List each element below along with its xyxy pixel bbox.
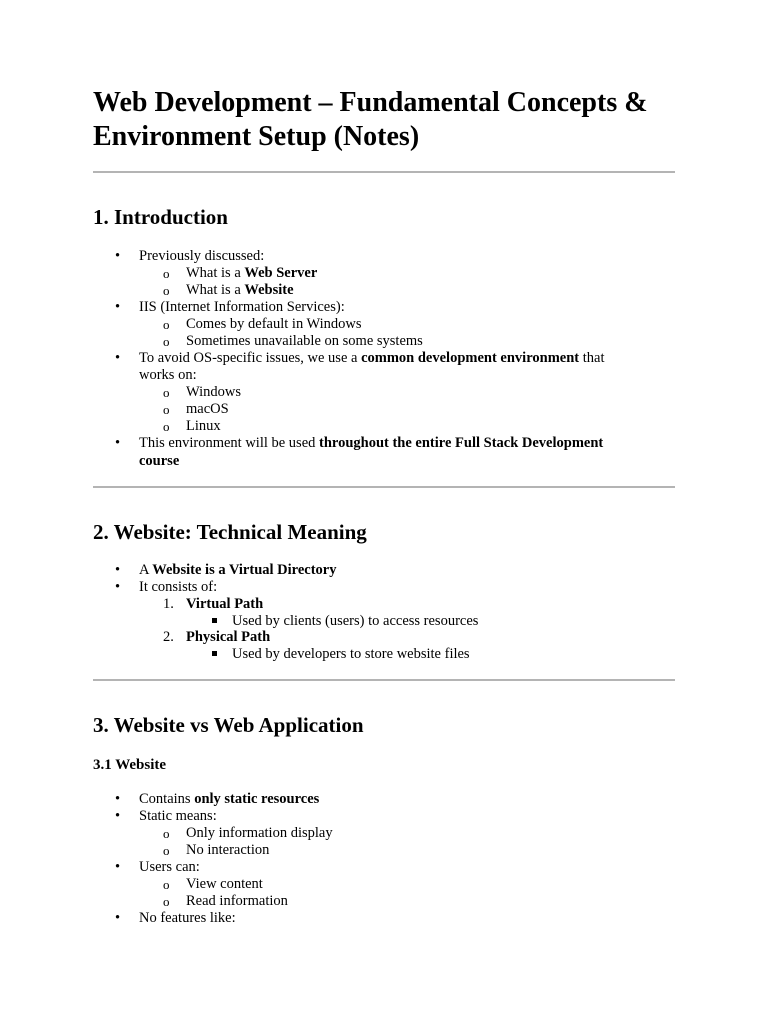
list-item: No features like:: [139, 910, 236, 926]
list-item: A Website is a Virtual Directory: [139, 562, 337, 578]
bullet-circle: o: [163, 419, 170, 434]
sub-list-item: Read information: [186, 893, 288, 909]
document-title: Web Development – Fundamental Concepts & Environment Setup (Notes): [93, 87, 648, 152]
section-heading-website-vs-app: 3. Website vs Web Application: [93, 713, 364, 737]
list-item: To avoid OS-specific issues, we use a common development environment that: [139, 350, 605, 366]
bullet-circle: o: [163, 402, 170, 417]
list-item: This environment will be used throughout the entire Full Stack Development: [139, 435, 604, 451]
bullet-circle: o: [163, 843, 170, 858]
divider: [93, 679, 675, 681]
bullet-disc: [115, 791, 120, 808]
list-item-continuation: works on:: [139, 367, 197, 383]
bullet-circle: o: [163, 266, 170, 281]
sub-list-item: Comes by default in Windows: [186, 316, 362, 332]
list-item: Contains only static resources: [139, 791, 320, 807]
bullet-disc: [115, 562, 120, 579]
bullet-circle: o: [163, 826, 170, 841]
sub-list-item: Used by clients (users) to access resources: [232, 613, 479, 629]
list-item: Previously discussed:: [139, 248, 265, 264]
sub-list-item: Windows: [186, 384, 241, 400]
bullet-disc: [115, 299, 120, 316]
list-item: Users can:: [139, 859, 200, 875]
list-item-continuation: course: [139, 453, 180, 469]
bullet-disc: [115, 910, 120, 927]
bullet-circle: o: [163, 877, 170, 892]
divider: [93, 486, 675, 488]
sub-list-item: No interaction: [186, 842, 270, 858]
list-item: IIS (Internet Information Services):: [139, 299, 345, 315]
bullet-circle: o: [163, 894, 170, 909]
sub-list-item: View content: [186, 876, 263, 892]
bullet-disc: [115, 859, 120, 876]
bullet-disc: [115, 350, 120, 367]
sub-list-item: What is a Web Server: [186, 265, 318, 281]
list-item: Static means:: [139, 808, 217, 824]
list-item: It consists of:: [139, 579, 218, 595]
divider: [93, 171, 675, 173]
bullet-circle: o: [163, 283, 170, 298]
bullet-disc: [115, 248, 120, 265]
sub-list-item: Sometimes unavailable on some systems: [186, 333, 423, 349]
bullet-circle: o: [163, 334, 170, 349]
subsection-heading-website: 3.1 Website: [93, 757, 167, 773]
sub-list-item: What is a Website: [186, 282, 294, 298]
bullet-disc: [115, 435, 120, 452]
sub-list-item: macOS: [186, 401, 229, 417]
bullet-square: [212, 618, 217, 623]
sub-list-item: Used by developers to store website files: [232, 646, 470, 662]
bullet-disc: [115, 808, 120, 825]
sub-list-item: Only information display: [186, 825, 333, 841]
bullet-square: [212, 651, 217, 656]
numbered-marker: 1.: [163, 596, 174, 612]
section-heading-website-meaning: 2. Website: Technical Meaning: [93, 520, 367, 544]
bullet-circle: o: [163, 385, 170, 400]
numbered-item: Physical Path: [186, 629, 271, 645]
sub-list-item: Linux: [186, 418, 221, 434]
numbered-item: Virtual Path: [186, 596, 264, 612]
bullet-circle: o: [163, 317, 170, 332]
section-heading-introduction: 1. Introduction: [93, 205, 228, 229]
numbered-marker: 2.: [163, 629, 174, 645]
bullet-disc: [115, 579, 120, 596]
